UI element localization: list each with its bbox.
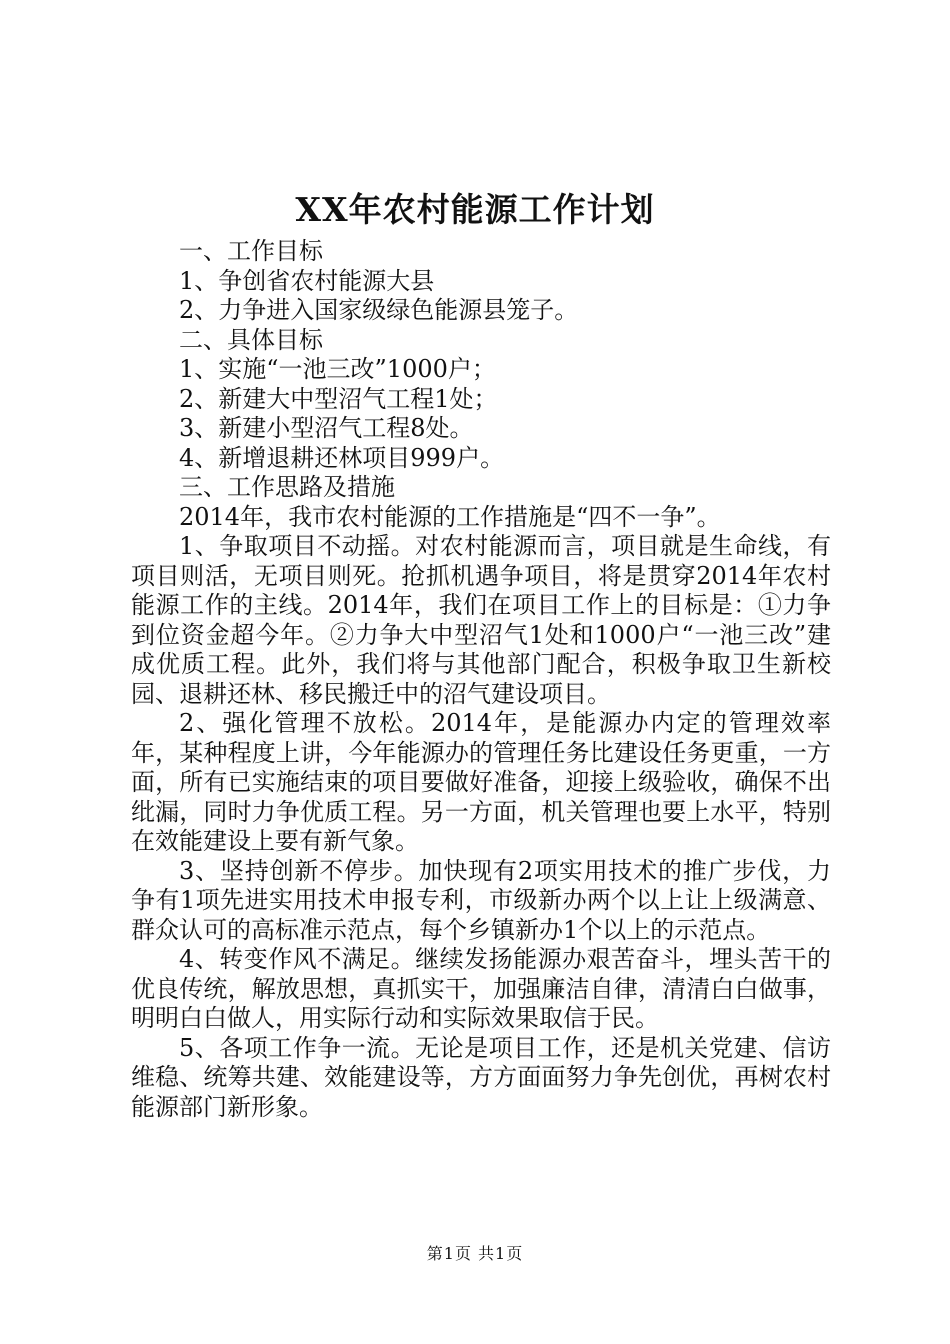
measure-paragraph: 4、转变作风不满足。继续发扬能源办艰苦奋斗，埋头苦干的优良传统，解放思想，真抓实干，加强廉洁自律，清清白白做事，明明白白做人，用实际行动和实际效果取信于民。 (131, 945, 831, 1032)
section-heading: 二、具体目标 (179, 325, 323, 354)
target-item: 1、实施“一池三改”1000户； (179, 355, 496, 383)
target-item: 4、新增退耕还林项目999户。 (179, 443, 505, 472)
target-item: 3、新建小型沼气工程8处。 (179, 414, 474, 442)
goal-item: 2、力争进入国家级绿色能源县笼子。 (179, 296, 579, 324)
document-title: XX年农村能源工作计划 (295, 190, 655, 229)
section-heading: 三、工作思路及措施 (179, 473, 395, 501)
goal-item: 1、争创省农村能源大县 (179, 266, 435, 295)
target-item: 2、新建大中型沼气工程1处； (179, 384, 498, 413)
measure-paragraph: 2、强化管理不放松。2014年，是能源办内定的管理效率年，某种程度上讲，今年能源办的管理任务比建设任务更重，一方面，所有已实施结束的项目要做好准备，迎接上级验收，确保不出纰漏，同时力争优质工程。另一方面，机关管理也要上水平，特别在效能建设上要有新气象。 (131, 709, 831, 855)
section-heading: 一、工作目标 (179, 237, 323, 265)
intro-line: 2014年，我市农村能源的工作措施是“四不一争”。 (179, 502, 721, 531)
document-body (131, 237, 831, 1122)
measure-paragraph: 1、争取项目不动摇。对农村能源而言，项目就是生命线，有项目则活，无项目则死。抢抓机遇争项目，将是贯穿2014年农村能源工作的主线。2014年，我们在项目工作上的目标是：①力争到位资金超今年。②力争大中型沼气1处和1000户“一池三改”建成优质工程。此外，我们将与其他部门配合，积极争取卫生新校园、退耕还林、移民搬迁中的沼气建设项目。 (131, 532, 831, 708)
measure-paragraph: 3、坚持创新不停步。加快现有2项实用技术的推广步伐，力争有1项先进实用技术申报专利，市级新办两个以上让上级满意、群众认可的高标准示范点，每个乡镇新办1个以上的示范点。 (131, 856, 831, 944)
measure-paragraph: 5、各项工作争一流。无论是项目工作，还是机关党建、信访维稳、统筹共建、效能建设等，方方面面努力争先创优，再树农村能源部门新形象。 (131, 1033, 831, 1121)
page-footer: 第1页 共1页 (426, 1244, 524, 1263)
